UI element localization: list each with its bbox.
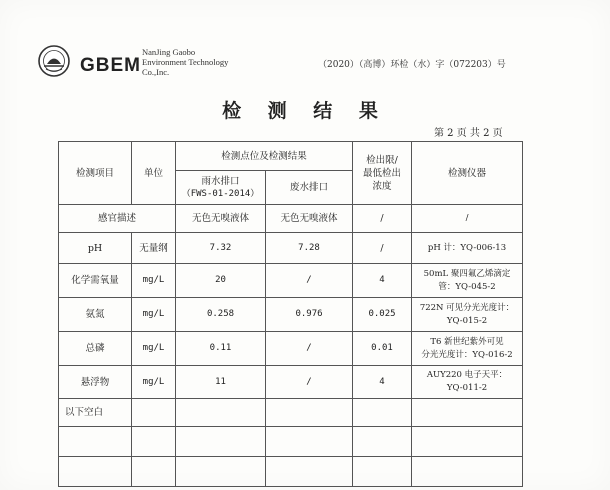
row-limit: 0.025 [353,298,412,332]
row-p2: 0.976 [266,298,353,332]
row-instrument-line-2: YQ-011-2 [446,383,488,393]
empty-cell [59,427,132,457]
page-title: 检 测 结 果 [222,100,388,122]
row-instrument-line-1: 50mL 聚四氟乙烯滴定 [423,268,511,279]
table-row [59,264,523,298]
empty-cell [176,427,266,457]
row-p1: 无色无嗅液体 [176,205,266,233]
col-item-header: 检测项目 [59,142,132,205]
empty-cell [132,457,176,487]
empty-cell [59,457,132,487]
col-instrument-header: 检测仪器 [412,142,523,205]
row-instrument-line-2: 管：YQ-045-2 [438,281,496,292]
row-instrument-line-2: YQ-015-2 [446,315,488,326]
row-p1: 7.32 [176,233,266,264]
col-unit-header: 单位 [132,142,176,205]
row-item: 感官描述 [59,205,176,233]
table-row [59,205,523,233]
row-limit: / [353,205,412,233]
empty-cell [353,427,412,457]
table-row [59,298,523,332]
company-line-3: Co.,Inc. [142,67,170,77]
row-instrument [412,264,523,298]
company-name [142,47,228,77]
row-p2: 无色无嗅液体 [266,205,353,233]
empty-cell [176,457,266,487]
empty-cell [132,399,176,427]
header-row-1 [59,142,523,171]
document-number: （2020）（高博）环检（水）字（072203）号 [318,60,506,70]
empty-cell [412,399,523,427]
row-item: pH [59,233,132,264]
blank-note: 以下空白 [59,399,132,427]
company-line-1: NanJing Gaobo [142,47,196,57]
row-instrument-line-1: AUY220 电子天平： [426,370,508,380]
table-row [59,233,523,264]
row-instrument [412,298,523,332]
col-limit-header [353,142,412,205]
row-unit: mg/L [132,332,176,366]
row-instrument: / [412,205,523,233]
row-instrument: pH 计：YQ-006-13 [412,233,523,264]
row-limit: 4 [353,366,412,399]
row-unit: mg/L [132,366,176,399]
row-instrument [412,366,523,399]
table-row [59,366,523,399]
row-item: 氨氮 [59,298,132,332]
col-limit-line-1: 检出限/ [366,154,398,166]
results-table [58,141,523,487]
empty-cell [266,457,353,487]
point1-name: 雨水排口 [201,175,240,187]
row-p1: 0.11 [176,332,266,366]
col-limit-line-3: 浓度 [372,180,392,192]
empty-cell [176,399,266,427]
row-item: 总磷 [59,332,132,366]
page-info: 第 2 页 共 2 页 [434,128,503,139]
row-instrument-line-1: T6 新世纪紫外可见 [430,336,504,347]
empty-cell [412,457,523,487]
row-limit: / [353,233,412,264]
row-unit: 无量纲 [132,233,176,264]
empty-cell [132,427,176,457]
company-line-2: Environment Technology [142,57,229,67]
point1-code: （FWS-01-2014） [181,188,260,199]
col-limit-line-2: 最低检出 [362,167,401,179]
empty-cell [266,399,353,427]
brand-name: GBEM [80,55,141,76]
point2-header: 废水排口 [266,171,353,205]
row-p2: / [266,332,353,366]
row-limit: 0.01 [353,332,412,366]
row-instrument-line-2: 分光光度计：YQ-016-2 [421,349,513,360]
row-p1: 20 [176,264,266,298]
gbem-logo-icon [38,45,70,77]
row-p1: 11 [176,366,266,399]
row-p2: / [266,366,353,399]
empty-cell [353,399,412,427]
row-item: 悬浮物 [59,366,132,399]
row-item: 化学需氧量 [59,264,132,298]
col-points-header: 检测点位及检测结果 [176,142,353,171]
row-p1: 0.258 [176,298,266,332]
point1-header [176,171,266,205]
empty-cell [353,457,412,487]
empty-cell [412,427,523,457]
table-row [59,332,523,366]
row-unit: mg/L [132,264,176,298]
row-instrument-line-1: 722N 可见分光光度计： [419,302,515,313]
row-instrument [412,332,523,366]
blank-note-row [59,399,523,427]
empty-cell [266,427,353,457]
empty-row [59,457,523,487]
row-p2: 7.28 [266,233,353,264]
empty-row [59,427,523,457]
row-p2: / [266,264,353,298]
row-limit: 4 [353,264,412,298]
row-unit: mg/L [132,298,176,332]
